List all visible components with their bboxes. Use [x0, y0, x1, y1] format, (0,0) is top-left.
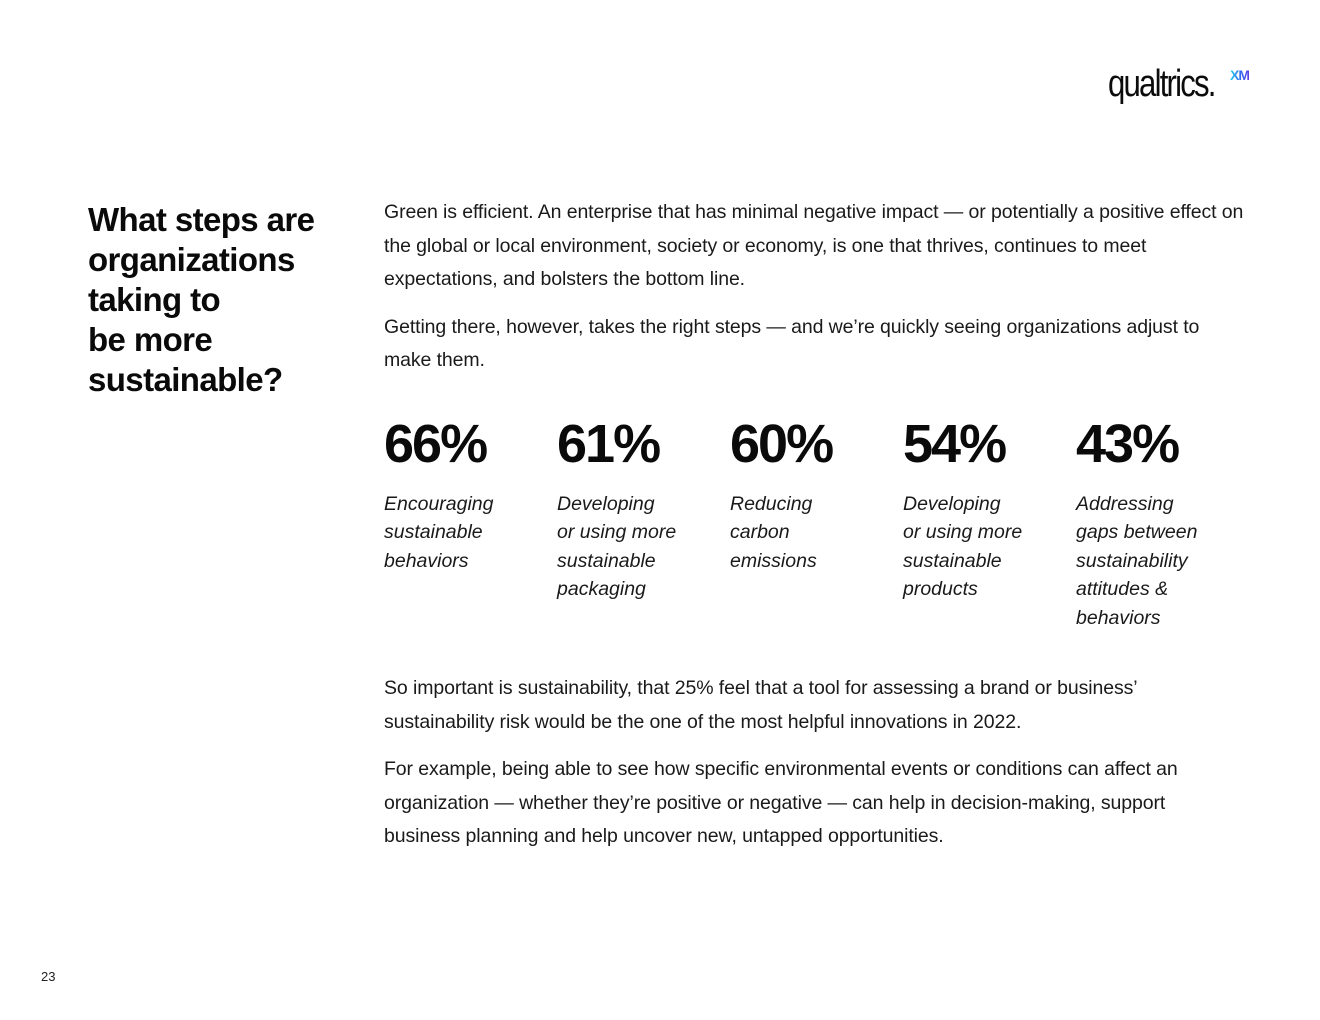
page-title-line: What steps are — [88, 201, 315, 238]
stats-row — [384, 414, 1244, 633]
stat-label-line: products — [903, 578, 978, 600]
intro-paragraph-1: Green is efficient. An enterprise that has minimal negative impact — or potentially a positive effect on the global or local environment, society or economy, is one that thrives, continues to meet expectations, and bolsters the bottom line. — [384, 201, 1244, 290]
stat-label — [730, 490, 880, 576]
stat-value: 60% — [730, 413, 833, 474]
page-number: 23 — [41, 969, 56, 984]
page-title-line: sustainable? — [88, 361, 283, 398]
stat-label — [384, 490, 534, 576]
stat-value: 66% — [384, 413, 487, 474]
stat-label — [1076, 490, 1226, 633]
page-title — [88, 200, 358, 400]
stat-value: 43% — [1076, 413, 1179, 474]
stat-label-line: carbon — [730, 521, 790, 543]
stat-label-line: sustainable — [384, 521, 483, 543]
stat-item — [557, 414, 730, 633]
stat-item — [730, 414, 903, 633]
stat-item — [903, 414, 1076, 633]
stat-label-line: packaging — [557, 578, 646, 600]
stat-item — [1076, 414, 1249, 633]
stat-label-line: behaviors — [384, 549, 469, 572]
closing-paragraph-1: So important is sustainability, that 25% feel that a tool for assessing a brand or business’ sustainability risk would be the one of the most helpful innovations in 2022. — [384, 677, 1137, 733]
qualtrics-logo — [1108, 62, 1249, 110]
stat-item — [384, 414, 557, 633]
stat-label — [903, 490, 1053, 604]
stat-label-line: behaviors — [1076, 606, 1161, 629]
stat-label — [557, 490, 707, 604]
stat-value: 61% — [557, 413, 660, 474]
stat-label-line: emissions — [730, 549, 817, 572]
stat-value: 54% — [903, 413, 1006, 474]
page-title-line: be more — [88, 321, 213, 358]
stat-label-line: sustainability — [1076, 549, 1188, 572]
logo-xm-mark: XM — [1230, 67, 1249, 83]
page-title-line: organizations — [88, 241, 295, 278]
page-title-line: taking to — [88, 281, 221, 318]
stat-label-line: gaps between — [1076, 521, 1198, 543]
intro-paragraph-2: Getting there, however, takes the right steps — and we’re quickly seeing organizations adjust to make them. — [384, 315, 1200, 371]
main-content — [384, 196, 1244, 868]
stat-label-line: Developing — [903, 492, 1001, 515]
stat-label-line: Addressing — [1076, 492, 1174, 515]
stat-label-line: Reducing — [730, 492, 813, 515]
stat-label-line: sustainable — [557, 549, 656, 572]
closing-paragraph-2: For example, being able to see how specific environmental events or conditions can affect an organization — whether they’re positive or negative — can help in decision-making, support business planning and help uncover new, untapped opportunities. — [384, 758, 1178, 847]
stat-label-line: or using more — [557, 521, 677, 543]
stat-label-line: Encouraging — [384, 492, 494, 515]
logo-wordmark: qualtrics. — [1108, 63, 1215, 105]
stat-label-line: attitudes & — [1076, 578, 1169, 600]
stat-label-line: or using more — [903, 521, 1023, 543]
stat-label-line: sustainable — [903, 549, 1002, 572]
stat-label-line: Developing — [557, 492, 655, 515]
